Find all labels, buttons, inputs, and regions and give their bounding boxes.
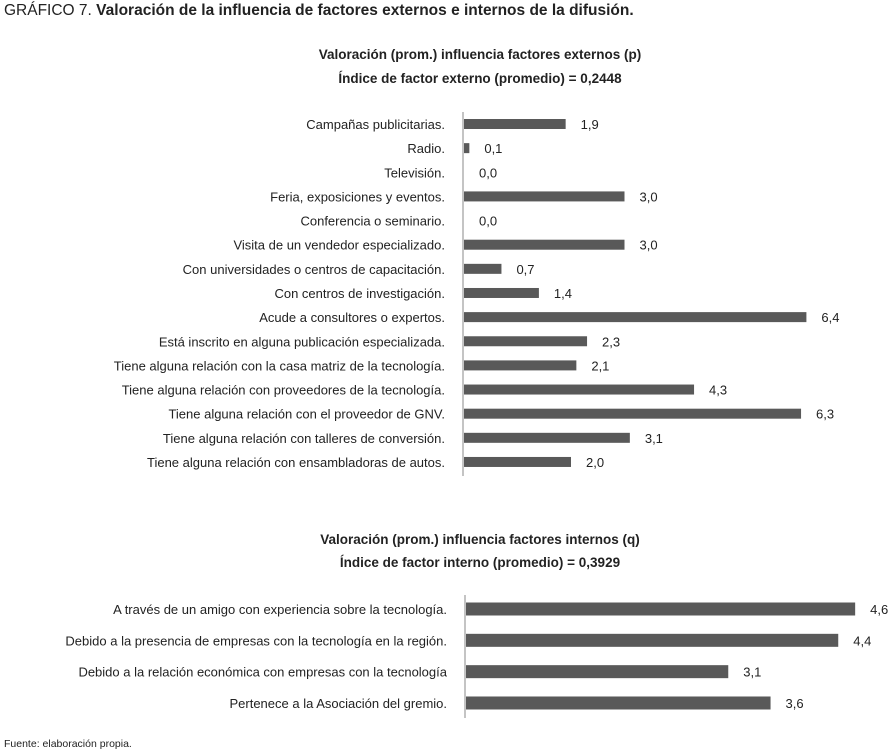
external-chart-subtitle: Índice de factor externo (promedio) = 0,2448 (338, 71, 622, 86)
external-value-label: 3,1 (644, 430, 663, 446)
external-bar (464, 312, 806, 322)
external-category-label: Campañas publicitarias. (306, 117, 445, 132)
external-bar (464, 240, 625, 250)
internal-bar (466, 603, 855, 616)
external-bar (464, 119, 566, 129)
external-bar (464, 191, 625, 201)
internal-bar (466, 634, 838, 647)
external-bar (464, 288, 539, 298)
figure-title-text: Valoración de la influencia de factores externos e internos de la difusión. (96, 2, 634, 19)
external-bar (464, 457, 571, 467)
external-category-label: Con universidades o centros de capacitación. (182, 261, 445, 277)
external-value-label: 2,1 (591, 358, 610, 374)
external-value-label: 3,0 (639, 237, 658, 253)
external-value-label: 1,9 (580, 117, 599, 132)
external-value-label: 0,0 (479, 213, 498, 229)
external-category-label: Con centros de investigación. (274, 285, 445, 301)
source-footnote: Fuente: elaboración propia. (4, 738, 132, 750)
external-category-label: Tiene alguna relación con la casa matriz de la tecnología. (113, 358, 445, 374)
external-value-label: 6,4 (821, 310, 840, 326)
internal-category-label: Pertenece a la Asociación del gremio. (229, 695, 447, 711)
internal-chart-title: Valoración (prom.) influencia factores internos (q) (320, 532, 640, 547)
external-bar (464, 433, 630, 443)
external-category-label: Televisión. (384, 165, 445, 181)
external-bar (464, 336, 587, 346)
external-category-label: Conferencia o seminario. (300, 213, 445, 229)
internal-bar (466, 696, 771, 709)
external-category-label: Tiene alguna relación con ensambladoras de autos. (147, 454, 445, 470)
external-value-label: 2,0 (586, 454, 605, 470)
internal-value-label: 3,6 (785, 695, 804, 711)
external-category-label: Tiene alguna relación con el proveedor de GNV. (168, 406, 445, 422)
external-category-label: Visita de un vendedor especializado. (233, 237, 445, 253)
external-category-label: Feria, exposiciones y eventos. (270, 189, 445, 205)
figure-number: GRÁFICO 7. (4, 2, 92, 19)
internal-category-label: Debido a la presencia de empresas con la tecnología en la región. (65, 633, 447, 649)
external-value-label: 1,4 (553, 285, 572, 301)
external-value-label: 2,3 (602, 334, 621, 350)
external-category-label: Acude a consultores o expertos. (259, 310, 445, 326)
internal-category-label: Debido a la relación económica con empresas con la tecnología (78, 664, 447, 680)
external-category-label: Tiene alguna relación con talleres de conversión. (162, 430, 445, 446)
external-bar (464, 264, 501, 274)
external-bar (464, 409, 801, 419)
internal-value-label: 4,4 (853, 633, 872, 649)
external-value-label: 4,3 (709, 382, 728, 398)
internal-bar (466, 665, 728, 678)
external-category-label: Radio. (407, 141, 445, 157)
external-value-label: 3,0 (639, 189, 658, 205)
external-bar (464, 143, 469, 153)
external-category-label: Tiene alguna relación con proveedores de la tecnología. (121, 382, 445, 398)
external-bar (464, 360, 576, 370)
internal-category-label: A través de un amigo con experiencia sobre la tecnología. (113, 602, 447, 617)
internal-chart-subtitle: Índice de factor interno (promedio) = 0,3929 (339, 555, 621, 570)
internal-value-label: 3,1 (743, 664, 762, 680)
external-chart-title: Valoración (prom.) influencia factores externos (p) (318, 47, 642, 62)
external-value-label: 6,3 (816, 406, 835, 422)
external-value-label: 0,0 (479, 165, 498, 181)
external-category-label: Está inscrito en alguna publicación especializada. (158, 334, 445, 350)
external-value-label: 0,7 (516, 261, 535, 277)
internal-value-label: 4,6 (870, 602, 889, 617)
external-bar (464, 385, 694, 395)
external-value-label: 0,1 (484, 141, 503, 157)
